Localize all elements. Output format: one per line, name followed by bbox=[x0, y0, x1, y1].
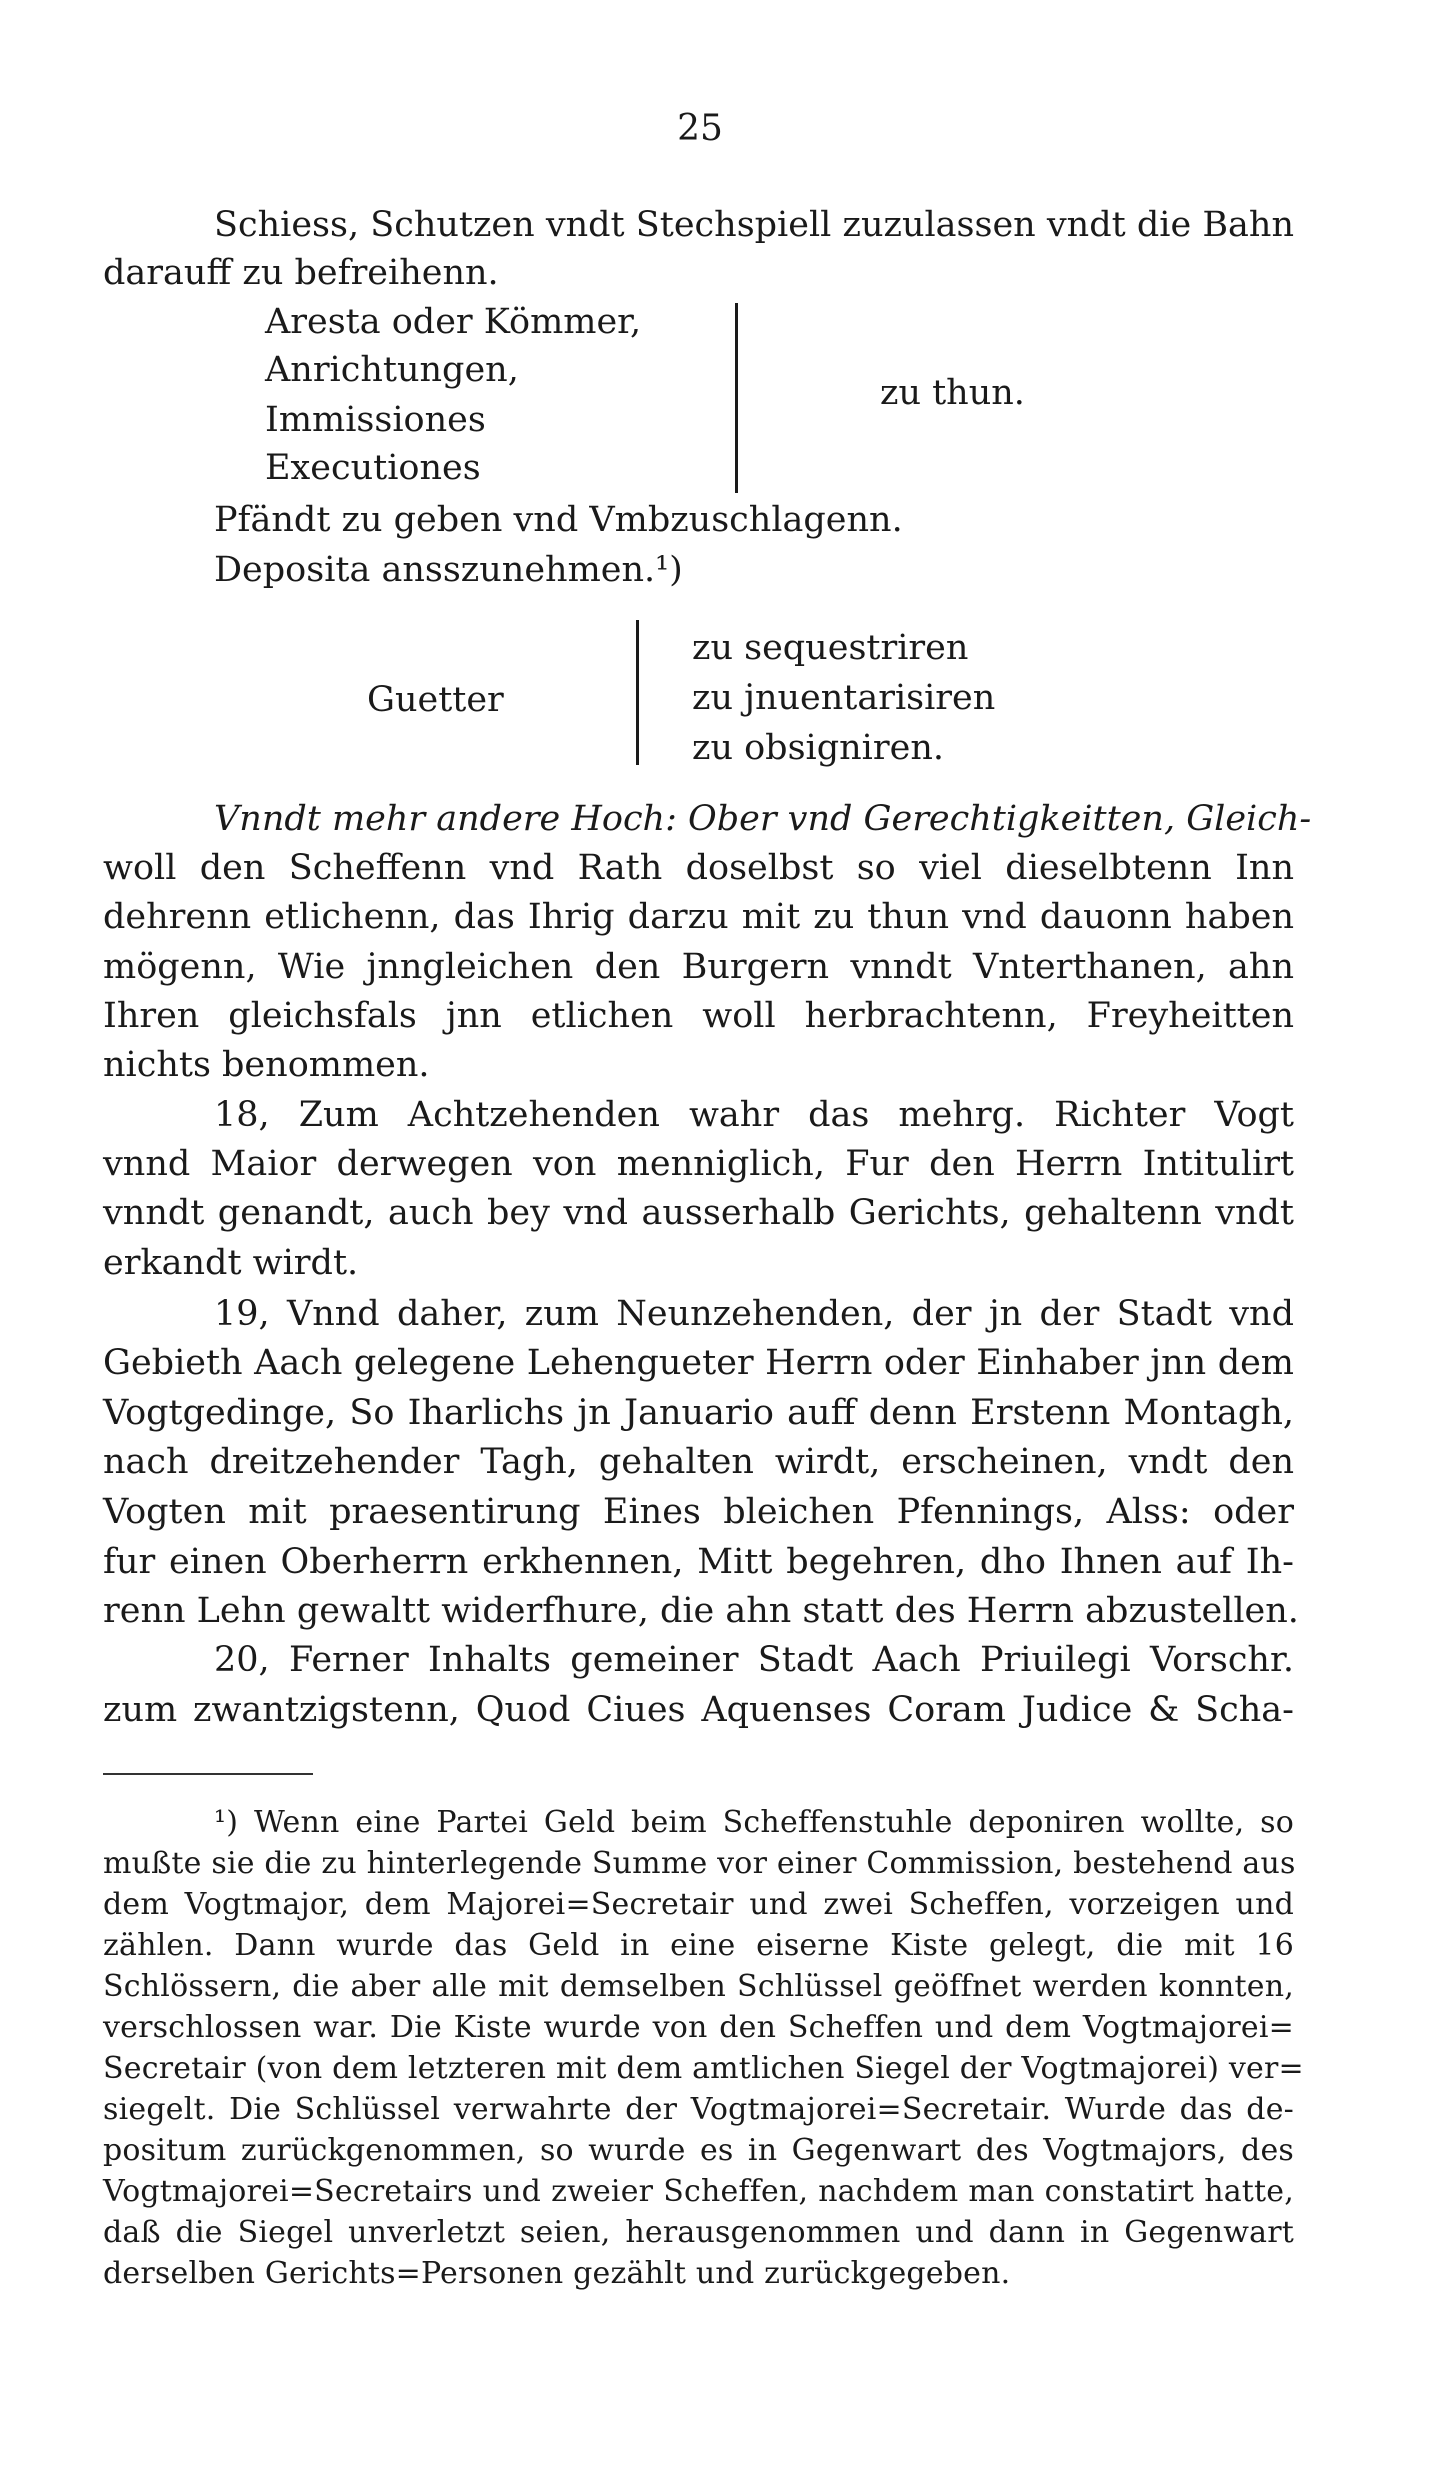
page-number: 25 bbox=[677, 108, 723, 149]
list-item: Anrichtungen, bbox=[265, 350, 519, 390]
text-line: woll den Scheffenn vnd Rath doselbst so viel dieselbtenn Inn bbox=[103, 848, 1294, 888]
list-item: zu jnuentarisiren bbox=[692, 678, 996, 718]
curly-brace bbox=[735, 303, 738, 493]
list-item: Immissiones bbox=[265, 400, 486, 440]
footnote-line: zählen. Dann wurde das Geld in eine eiserne Kiste gelegt, die mit 16 bbox=[103, 1928, 1294, 1963]
text-line: dehrenn etlichenn, das Ihrig darzu mit zu thun vnd dauonn haben bbox=[103, 897, 1294, 937]
footnote-line: siegelt. Die Schlüssel verwahrte der Vogtmajorei=Secretair. Wurde das de- bbox=[103, 2092, 1294, 2127]
footnote-line: Vogtmajorei=Secretairs und zweier Scheffen, nachdem man constatirt hatte, bbox=[103, 2174, 1294, 2209]
text-line: 20, Ferner Inhalts gemeiner Stadt Aach Priuilegi Vorschr. bbox=[214, 1640, 1294, 1680]
text-line: fur einen Oberherrn erkhennen, Mitt begehren, dho Ihnen auf Ih- bbox=[103, 1542, 1294, 1582]
text-line: mögenn, Wie jnngleichen den Burgern vnndt Vnterthanen, ahn bbox=[103, 947, 1294, 987]
text-line: vnnd Maior derwegen von menniglich, Fur den Herrn Intitulirt bbox=[103, 1144, 1294, 1184]
list-item: Executiones bbox=[265, 448, 481, 488]
footnote-line: daß die Siegel unverletzt seien, herausgenommen und dann in Gegenwart bbox=[103, 2215, 1294, 2250]
footnote-line: ¹) Wenn eine Partei Geld beim Scheffenstuhle deponiren wollte, so bbox=[214, 1805, 1294, 1840]
text-line: 18, Zum Achtzehenden wahr das mehrg. Richter Vogt bbox=[214, 1095, 1294, 1135]
footnote-line: dem Vogtmajor, dem Majorei=Secretair und zwei Scheffen, vorzeigen und bbox=[103, 1887, 1294, 1922]
text-line: Pfändt zu geben vnd Vmbzuschlagenn. bbox=[214, 500, 903, 540]
text-line: Gebieth Aach gelegene Lehengueter Herrn oder Einhaber jnn dem bbox=[103, 1343, 1294, 1383]
brace-text: zu thun. bbox=[880, 373, 1025, 413]
footnote-line: positum zurückgenommen, so wurde es in Gegenwart des Vogtmajors, des bbox=[103, 2133, 1294, 2168]
text-line: vnndt genandt, auch bey vnd ausserhalb Gerichts, gehaltenn vndt bbox=[103, 1193, 1294, 1233]
text-line: Ihren gleichsfals jnn etlichen woll herbrachtenn, Freyheitten bbox=[103, 996, 1294, 1036]
footnote-line: verschlossen war. Die Kiste wurde von den Scheffen und dem Vogtmajorei= bbox=[103, 2010, 1294, 2045]
text-line: renn Lehn gewaltt widerfhure, die ahn statt des Herrn abzustellen. bbox=[103, 1591, 1299, 1631]
text-line: Deposita ansszunehmen.¹) bbox=[214, 550, 683, 590]
text-line: nach dreitzehender Tagh, gehalten wirdt, erscheinen, vndt den bbox=[103, 1442, 1294, 1482]
text-line: Schiess, Schutzen vndt Stechspiell zuzulassen vndt die Bahn bbox=[214, 205, 1294, 245]
curly-brace bbox=[636, 620, 639, 765]
text-line: darauff zu befreihenn. bbox=[103, 253, 499, 293]
footnote-rule bbox=[103, 1773, 313, 1775]
footnote-line: derselben Gerichts=Personen gezählt und zurückgegeben. bbox=[103, 2256, 1011, 2291]
text-line: zum zwantzigstenn, Quod Ciues Aquenses Coram Judice & Scha- bbox=[103, 1690, 1294, 1730]
text-line: erkandt wirdt. bbox=[103, 1243, 359, 1283]
brace-label: Guetter bbox=[367, 680, 504, 720]
list-item: zu obsigniren. bbox=[692, 728, 944, 768]
text-line-italic: Vnndt mehr andere Hoch: Ober vnd Gerechtigkeitten, Gleich- bbox=[214, 799, 1312, 839]
footnote-line: Secretair (von dem letzteren mit dem amtlichen Siegel der Vogtmajorei) ver= bbox=[103, 2051, 1304, 2086]
text-line: Vogten mit praesentirung Eines bleichen Pfennings, Alss: oder bbox=[103, 1492, 1294, 1532]
footnote-line: mußte sie die zu hinterlegende Summe vor einer Commission, bestehend aus bbox=[103, 1846, 1296, 1881]
text-line: Vogtgedinge, So Iharlichs jn Januario auff denn Erstenn Montagh, bbox=[103, 1393, 1294, 1433]
text-line: 19, Vnnd daher, zum Neunzehenden, der jn der Stadt vnd bbox=[214, 1294, 1294, 1334]
list-item: zu sequestriren bbox=[692, 628, 969, 668]
list-item: Aresta oder Kömmer, bbox=[265, 302, 642, 342]
footnote-line: Schlössern, die aber alle mit demselben Schlüssel geöffnet werden konnten, bbox=[103, 1969, 1294, 2004]
text-line: nichts benommen. bbox=[103, 1045, 430, 1085]
